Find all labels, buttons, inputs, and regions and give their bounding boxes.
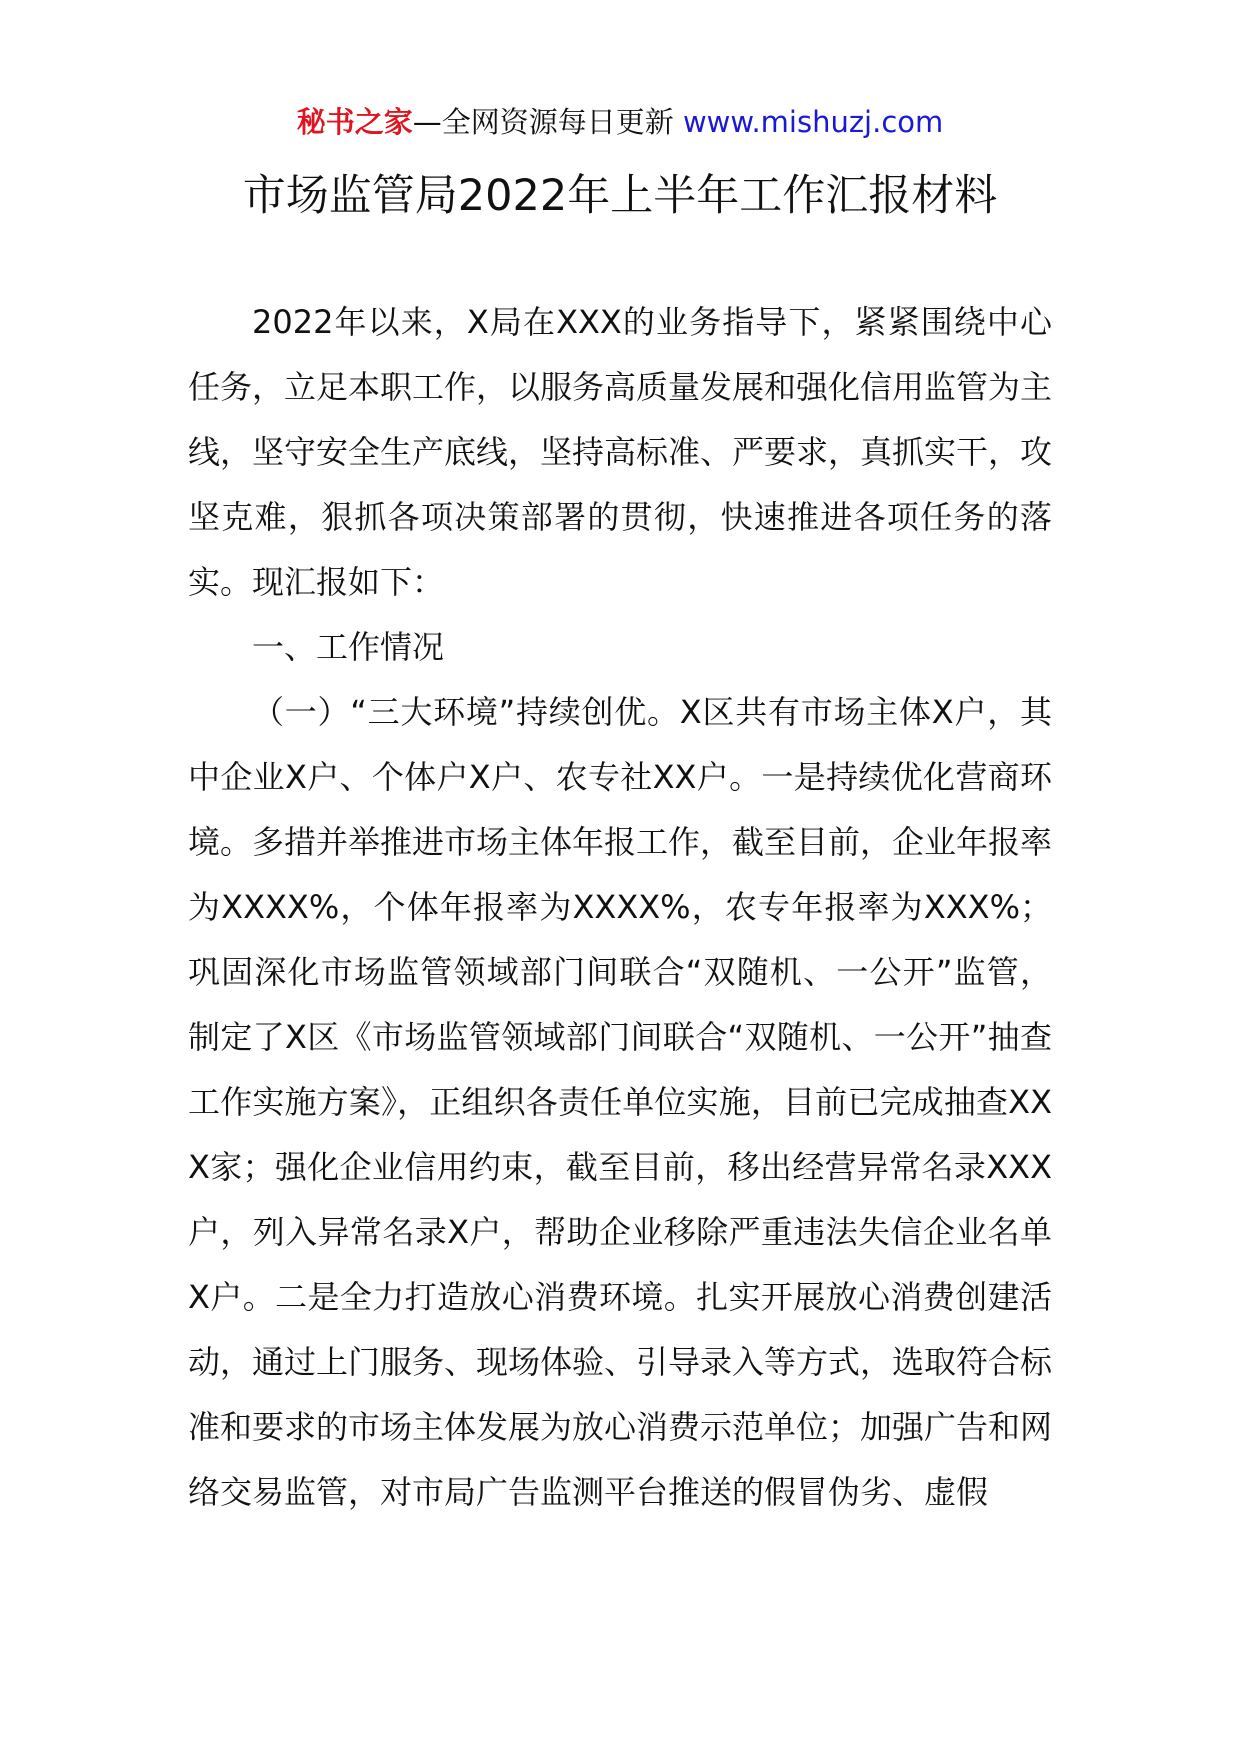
subsection-three-environments-paragraph: （一）“三大环境”持续创优。X区共有市场主体X户，其中企业X户、个体户X户、农专社XX户。一是持续优化营商环境。多措并举推进市场主体年报工作，截至目前，企业年报率为XXXX%，个体年报率为XXXX%，农专年报率为XXX%；巩固深化市场监管领域部门间联合“双随机、一公开”监管，制定了X区《市场监管领域部门间联合“双随机、一公开”抽查工作实施方案》，正组织各责任单位实施，目前已完成抽查XXX家；强化企业信用约束，截至目前，移出经营异常名录XXX户，列入异常名录X户，帮助企业移除严重违法失信企业名单X户。二是全力打造放心消费环境。扎实开展放心消费创建活动，通过上门服务、现场体验、引导录入等方式，选取符合标准和要求的市场主体发展为放心消费示范单位；加强广告和网络交易监管，对市局广告监测平台推送的假冒伪劣、虚假 xyxy=(188,693,1053,1511)
section-heading-work-status: 一、工作情况 xyxy=(252,628,445,666)
brand-name: 秘书之家 xyxy=(296,105,413,139)
header-tagline: —全网资源每日更新 xyxy=(412,105,683,139)
document-body xyxy=(188,290,1052,1525)
site-header-banner xyxy=(0,102,1240,142)
site-url-link[interactable]: www.mishuzj.com xyxy=(682,105,944,139)
intro-paragraph: 2022年以来，X局在XXX的业务指导下，紧紧围绕中心任务，立足本职工作，以服务高质量发展和强化信用监管为主线，坚守安全生产底线，坚持高标准、严要求，真抓实干，攻坚克难，狠抓各项决策部署的贯彻，快速推进各项任务的落实。现汇报如下： xyxy=(188,303,1053,601)
document-title: 市场监管局2022年上半年工作汇报材料 xyxy=(242,171,998,221)
